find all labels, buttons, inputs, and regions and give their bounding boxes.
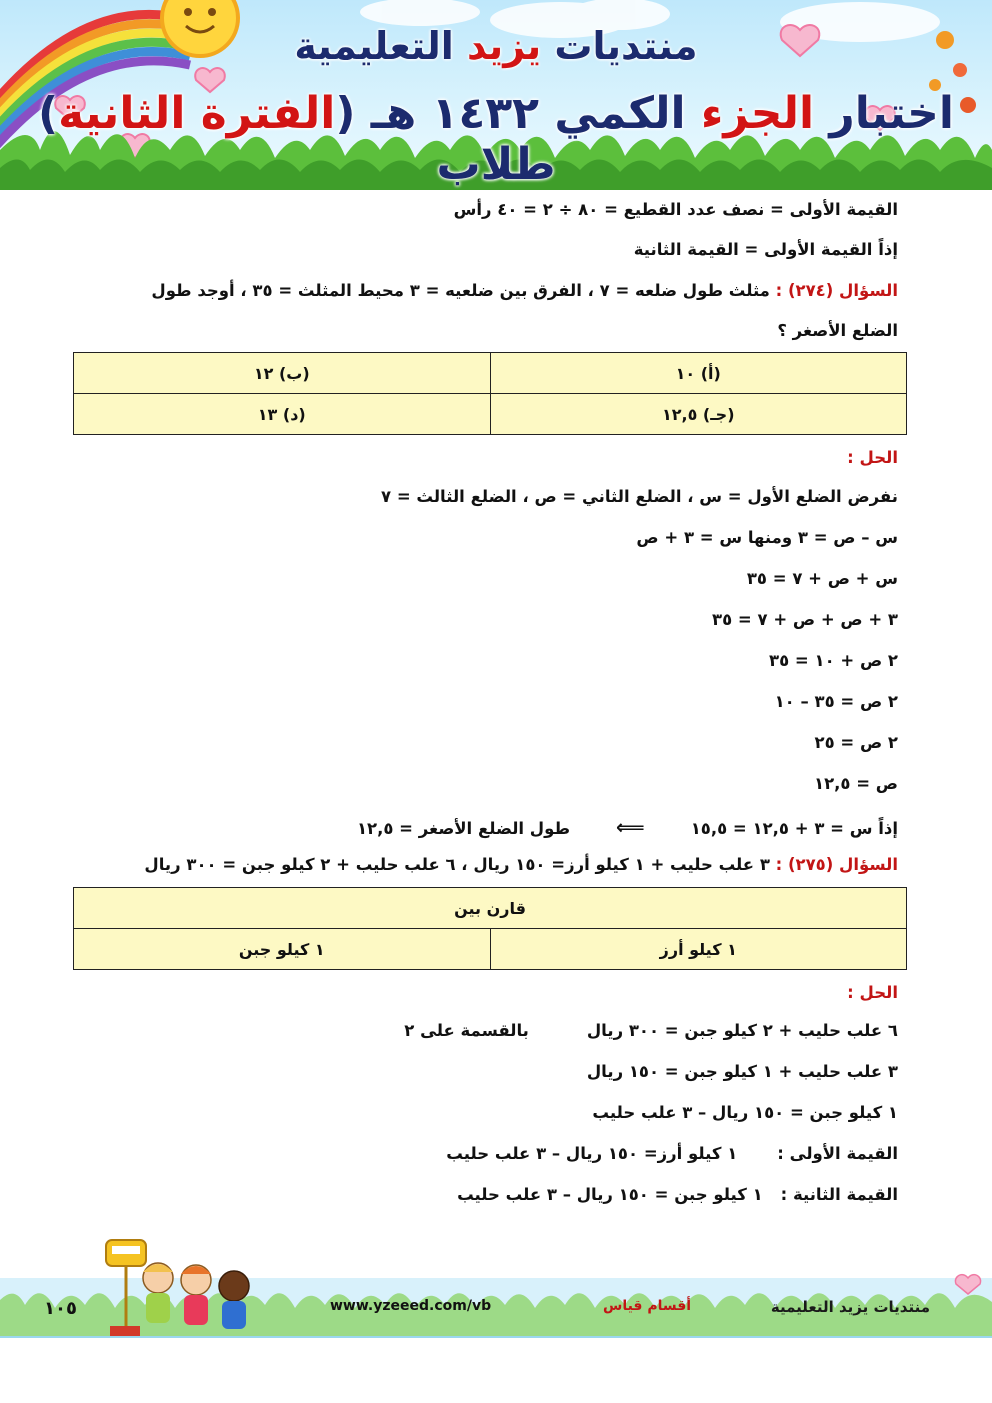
compare-header: قارن بين xyxy=(74,888,907,929)
intro-line-2: إذاً القيمة الأولى = القيمة الثانية xyxy=(633,240,898,259)
value-expression: ١ كيلو جبن = ١٥٠ ريال – ٣ علب حليب xyxy=(457,1185,763,1204)
value-label: القيمة الأولى : xyxy=(777,1144,898,1163)
question-text: ٣ علب حليب + ١ كيلو أرز= ١٥٠ ريال ، ٦ علب حليب + ٢ كيلو جبن = ٣٠٠ ريال xyxy=(144,855,776,874)
exam-title-part: ) طلاب xyxy=(38,88,556,190)
solution-step: ٣ علب حليب + ١ كيلو جبن = ١٥٠ ريال xyxy=(586,1062,898,1081)
options-table xyxy=(73,352,907,435)
value-label: القيمة الثانية : xyxy=(780,1185,898,1204)
exam-title xyxy=(0,88,992,190)
site-title-part: التعليمية xyxy=(294,24,467,68)
site-title-accent: يزيد xyxy=(466,24,542,68)
value-1 xyxy=(446,1144,898,1163)
solution-label: الحل : xyxy=(847,448,898,467)
question-text: مثلث طول ضلعه = ٧ ، الفرق بين ضلعيه = ٣ محيط المثلث = ٣٥ ، أوجد طول xyxy=(151,281,776,300)
site-title-part: منتديات xyxy=(541,24,698,68)
solution-step: ص = ١٢,٥ xyxy=(814,774,898,793)
compare-table xyxy=(73,887,907,970)
table-row xyxy=(74,394,907,435)
solution-step xyxy=(404,1021,898,1040)
question-label: السؤال (٢٧٥) : xyxy=(775,855,898,874)
final-right: طول الضلع الأصغر = ١٢,٥ xyxy=(356,819,571,838)
question-275 xyxy=(144,855,898,874)
header-banner xyxy=(0,0,992,190)
solution-final xyxy=(357,815,898,839)
option-d: (د) ١٣ xyxy=(74,394,491,435)
step-note: بالقسمة على ٢ xyxy=(404,1021,529,1040)
table-row xyxy=(74,929,907,970)
footer-section[interactable]: أقسام قياس xyxy=(603,1298,692,1314)
question-274-line-2: الضلع الأصغر ؟ xyxy=(777,321,898,340)
solution-step: س – ص = ٣ ومنها س = ٣ + ص xyxy=(636,528,898,547)
intro-line-1: القيمة الأولى = نصف عدد القطيع = ٨٠ ÷ ٢ = ٤٠ رأس xyxy=(453,200,898,219)
footer-decoration xyxy=(0,1230,992,1350)
option-c: (جـ) ١٢,٥ xyxy=(490,394,907,435)
solution-step: نفرض الضلع الأول = س ، الضلع الثاني = ص ، الضلع الثالث = ٧ xyxy=(381,487,898,506)
exam-title-part: اختبار xyxy=(814,88,954,139)
exam-title-accent: الجزء xyxy=(700,88,815,139)
question-274 xyxy=(151,281,898,300)
exam-title-part: الكمي ١٤٣٢ هـ ( xyxy=(335,88,701,139)
final-left: إذاً س = ٣ + ١٢,٥ = ١٥,٥ xyxy=(690,819,898,838)
exam-title-accent: الفترة الثانية xyxy=(58,88,336,139)
solution-label: الحل : xyxy=(847,983,898,1002)
question-label: السؤال (٢٧٤) : xyxy=(775,281,898,300)
page-number: ١٠٥ xyxy=(44,1298,77,1319)
table-row xyxy=(74,353,907,394)
value-2 xyxy=(457,1185,898,1204)
table-row xyxy=(74,888,907,929)
footer-site-name: منتديات يزيد التعليمية xyxy=(770,1298,930,1316)
step-expression: ٦ علب حليب + ٢ كيلو جبن = ٣٠٠ ريال xyxy=(586,1021,898,1040)
value-expression: ١ كيلو أرز= ١٥٠ ريال – ٣ علب حليب xyxy=(446,1144,738,1163)
solution-step: ٢ ص + ١٠ = ٣٥ xyxy=(769,651,898,670)
option-b: (ب) ١٢ xyxy=(74,353,491,394)
solution-step: ١ كيلو جبن = ١٥٠ ريال – ٣ علب حليب xyxy=(592,1103,898,1122)
solution-step: ٣ + ص + ص + ٧ = ٣٥ xyxy=(712,610,898,629)
compare-col-2: ١ كيلو جبن xyxy=(74,929,491,970)
arrow-icon: ⟸ xyxy=(616,815,645,839)
solution-step: س + ص + ٧ = ٣٥ xyxy=(746,569,898,588)
footer-url-link[interactable]: www.yzeeed.com/vb xyxy=(330,1298,492,1314)
option-a: (أ) ١٠ xyxy=(490,353,907,394)
solution-step: ٢ ص = ٢٥ xyxy=(814,733,898,752)
solution-step: ٢ ص = ٣٥ – ١٠ xyxy=(774,692,898,711)
site-title xyxy=(0,24,992,68)
footer xyxy=(0,1230,992,1350)
compare-col-1: ١ كيلو أرز xyxy=(490,929,907,970)
